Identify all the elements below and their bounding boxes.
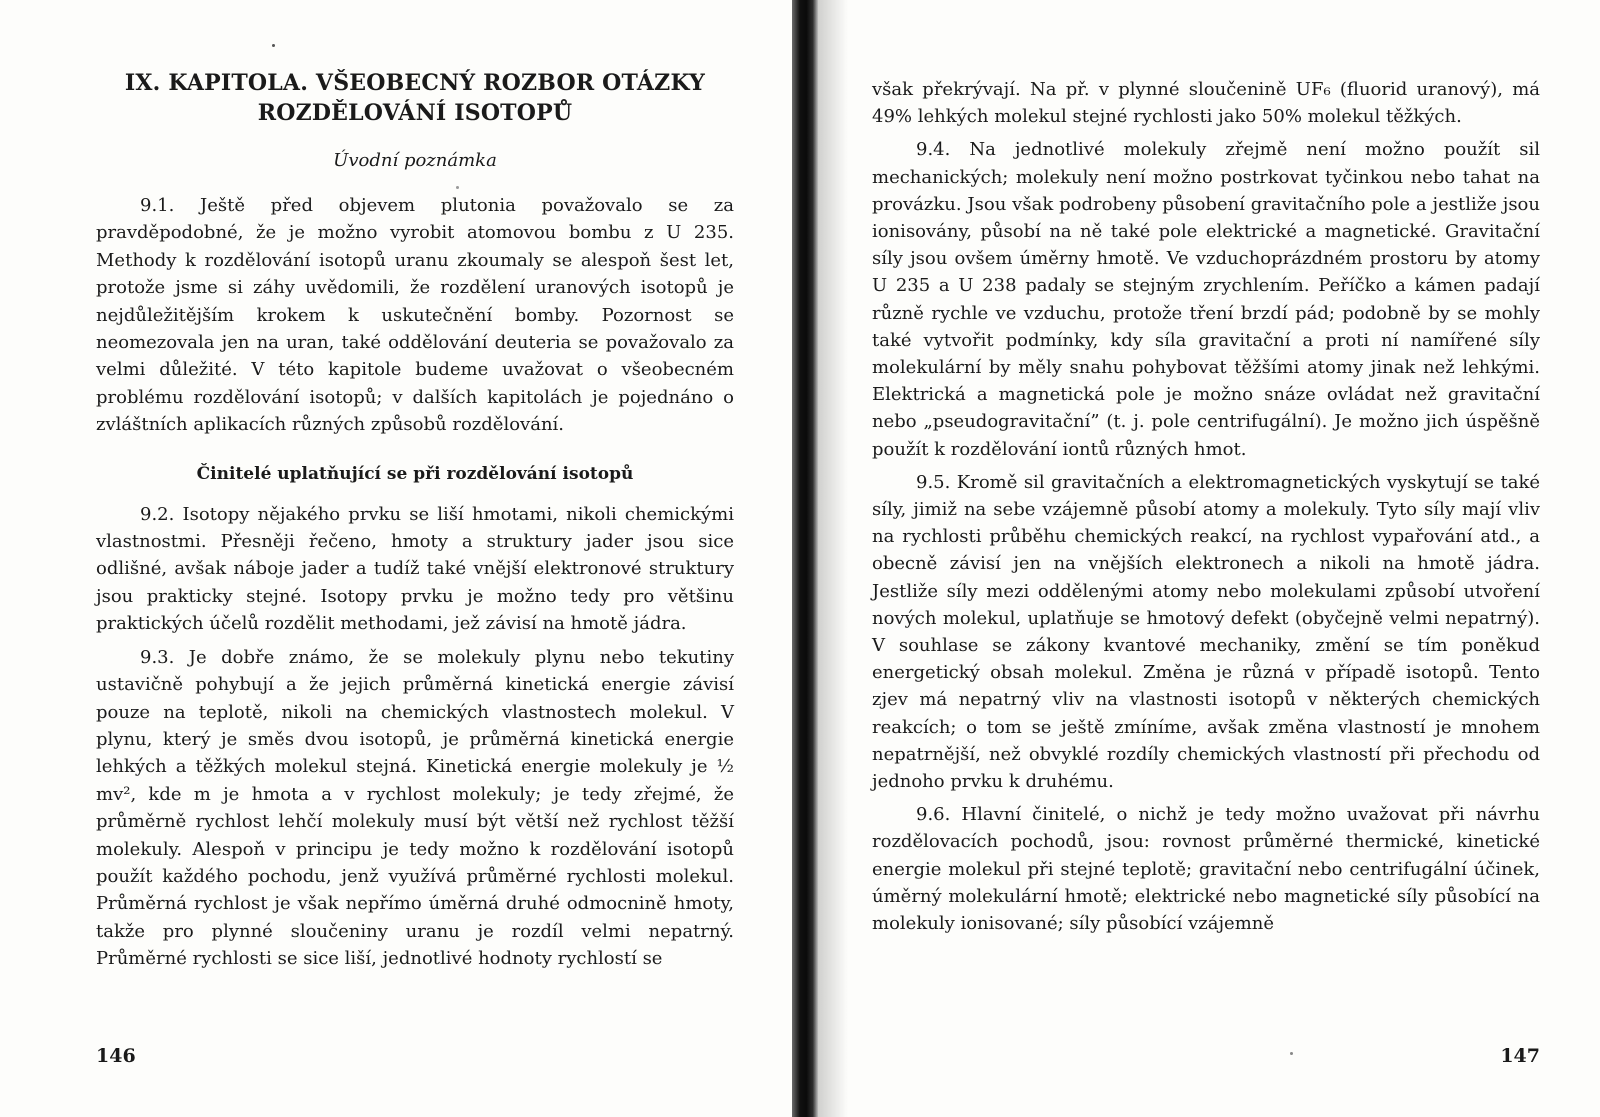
paragraph-9-2: 9.2. Isotopy nějakého prvku se liší hmotami, nikoli chemickými vlastnostmi. Přesněji řečeno, hmoty a struktury jader jsou sice odlišné, avšak náboje jader a tudíž také vnější elektronové struktury jsou prakticky stejné. Isotopy prvku je možno tedy pro většinu praktických účelů rozdělit methodami, jež závisí na hmotě jádra. xyxy=(96,503,734,635)
chapter-title-line-1: IX. KAPITOLA. VŠEOBECNÝ ROZBOR OTÁZKY xyxy=(124,70,706,96)
page-number-left: 146 xyxy=(96,1045,136,1067)
page-number-right: 147 xyxy=(1500,1045,1540,1067)
chapter-title xyxy=(96,68,734,128)
paragraph-9-4: 9.4. Na jednotlivé molekuly zřejmě není možno použít sil mechanických; molekuly není možno postrkovat tyčinkou nebo tahat na provázku. Jsou však podrobeny působení gravitačního pole a jestliže jsou ionisovány, působí na ně také pole elektrické a magnetické. Gravitační síly jsou ovšem úměrny hmotě. Ve vzduchoprázdném prostoru by atomy U 235 a U 238 padaly se stejným zrychlením. Peříčko a kámen padají různě rychle ve vzduchu, protože tření brzdí pád; podobně by se mohly také vytvořit podmínky, kdy síla gravitační a proti ní namířené síly molekulární by měly snahu pohybovat těžšími atomy jinak než lehkými. Elektrická a magnetická pole je možno snáze ovládat než gravitační nebo „pseudogravitační” (t. j. pole centrifugální). Je možno jich úspěšně použít k rozdělování iontů různých hmot. xyxy=(872,139,1540,460)
paragraph-9-6: 9.6. Hlavní činitelé, o nichž je tedy možno uvažovat při návrhu rozdělovacích pochodů, jsou: rovnost průměrné thermické, kinetické energie molekul při stejné teplotě; gravitační nebo centrifugální účinek, úměrný molekulární hmotě; elektrické nebo magnetické síly působící na molekuly ionisované; síly působící vzájemně xyxy=(872,804,1540,935)
paragraph-9-3-start: 9.3. Je dobře známo, že se molekuly plynu nebo tekutiny ustavičně pohybují a že jejich průměrná kinetická energie závisí pouze na teplotě, nikoli na chemických vlastnostech molekul. V plynu, který je směs dvou isotopů, je průměrná kinetická energie lehkých a těžkých molekul stejná. Kinetická energie molekuly je ½ mv², kde m je hmota a v rychlost molekuly; je tedy zřejmé, že průměrně rychlost lehčí molekuly musí být větší než rychlost těžší molekuly. Alespoň v principu je tedy možno k rozdělování isotopů použít každého pochodu, jenž využívá průměrné rychlosti molekul. Průměrná rychlost je však nepřímo úměrná druhé odmocnině hmoty, takže pro plynné sloučeniny uranu je rozdíl velmi nepatrný. Průměrné rychlosti se sice liší, jednotlivé hodnoty rychlostí se xyxy=(96,646,734,970)
section-heading: Činitelé uplatňující se při rozdělování isotopů xyxy=(196,463,634,484)
paragraph-9-1: 9.1. Ještě před objevem plutonia považovalo se za pravděpodobné, že je možno vyrobit atomovou bombu z U 235. Methody k rozdělování isotopů uranu zkoumaly se alespoň šest let, protože jsme si záhy uvědomili, že rozdělení uranových isotopů je nejdůležitějším krokem k uskutečnění bomby. Pozornost se neomezovala jen na uran, také oddělování deuteria se považovalo za velmi důležité. V této kapitole budeme uvažovat o všeobecném problému rozdělování isotopů; v dalších kapitolách je pojednáno o zvláštních aplikacích různých způsobů rozdělování. xyxy=(96,195,734,436)
right-page xyxy=(822,0,1600,1117)
paper-speck xyxy=(1290,1052,1293,1055)
paragraph-9-5: 9.5. Kromě sil gravitačních a elektromagnetických vyskytují se také síly, jimiž na sebe vzájemně působí atomy a molekuly. Tyto síly mají vliv na rychlosti průběhu chemických reakcí, na rychlost vypařování atd., a obecně závisí jen na vnějších elektronech a nikoli na hmotě jádra. Jestliže síly mezi oddělenými atomy nebo molekulami způsobí utvoření nových molekul, uplatňuje se hmotový defekt (obyčejně velmi nepatrný). V souhlase se zákony kvantové mechaniky, změní se tím poněkud energetický obsah molekul. Změna je různá v případě isotopů. Tento zjev má nepatrný vliv na vlastnosti isotopů v některých chemických reakcích; o tom se ještě zmíníme, avšak změna vlastností je mnohem nepatrnější, než obvyklé rozdíly chemických vlastností při přechodu od jednoho prvku k druhému. xyxy=(872,471,1540,793)
paragraph-9-3-end: však překrývají. Na př. v plynné sloučenině UF₆ (fluorid uranový), má 49% lehkých molekul stejné rychlosti jako 50% molekul těžkých. xyxy=(872,79,1540,128)
paper-speck xyxy=(272,44,275,47)
paper-speck xyxy=(456,186,459,189)
chapter-title-line-2: ROZDĚLOVÁNÍ ISOTOPŮ xyxy=(257,100,573,126)
intro-note-heading: Úvodní poznámka xyxy=(333,150,497,171)
book-gutter xyxy=(792,0,818,1117)
